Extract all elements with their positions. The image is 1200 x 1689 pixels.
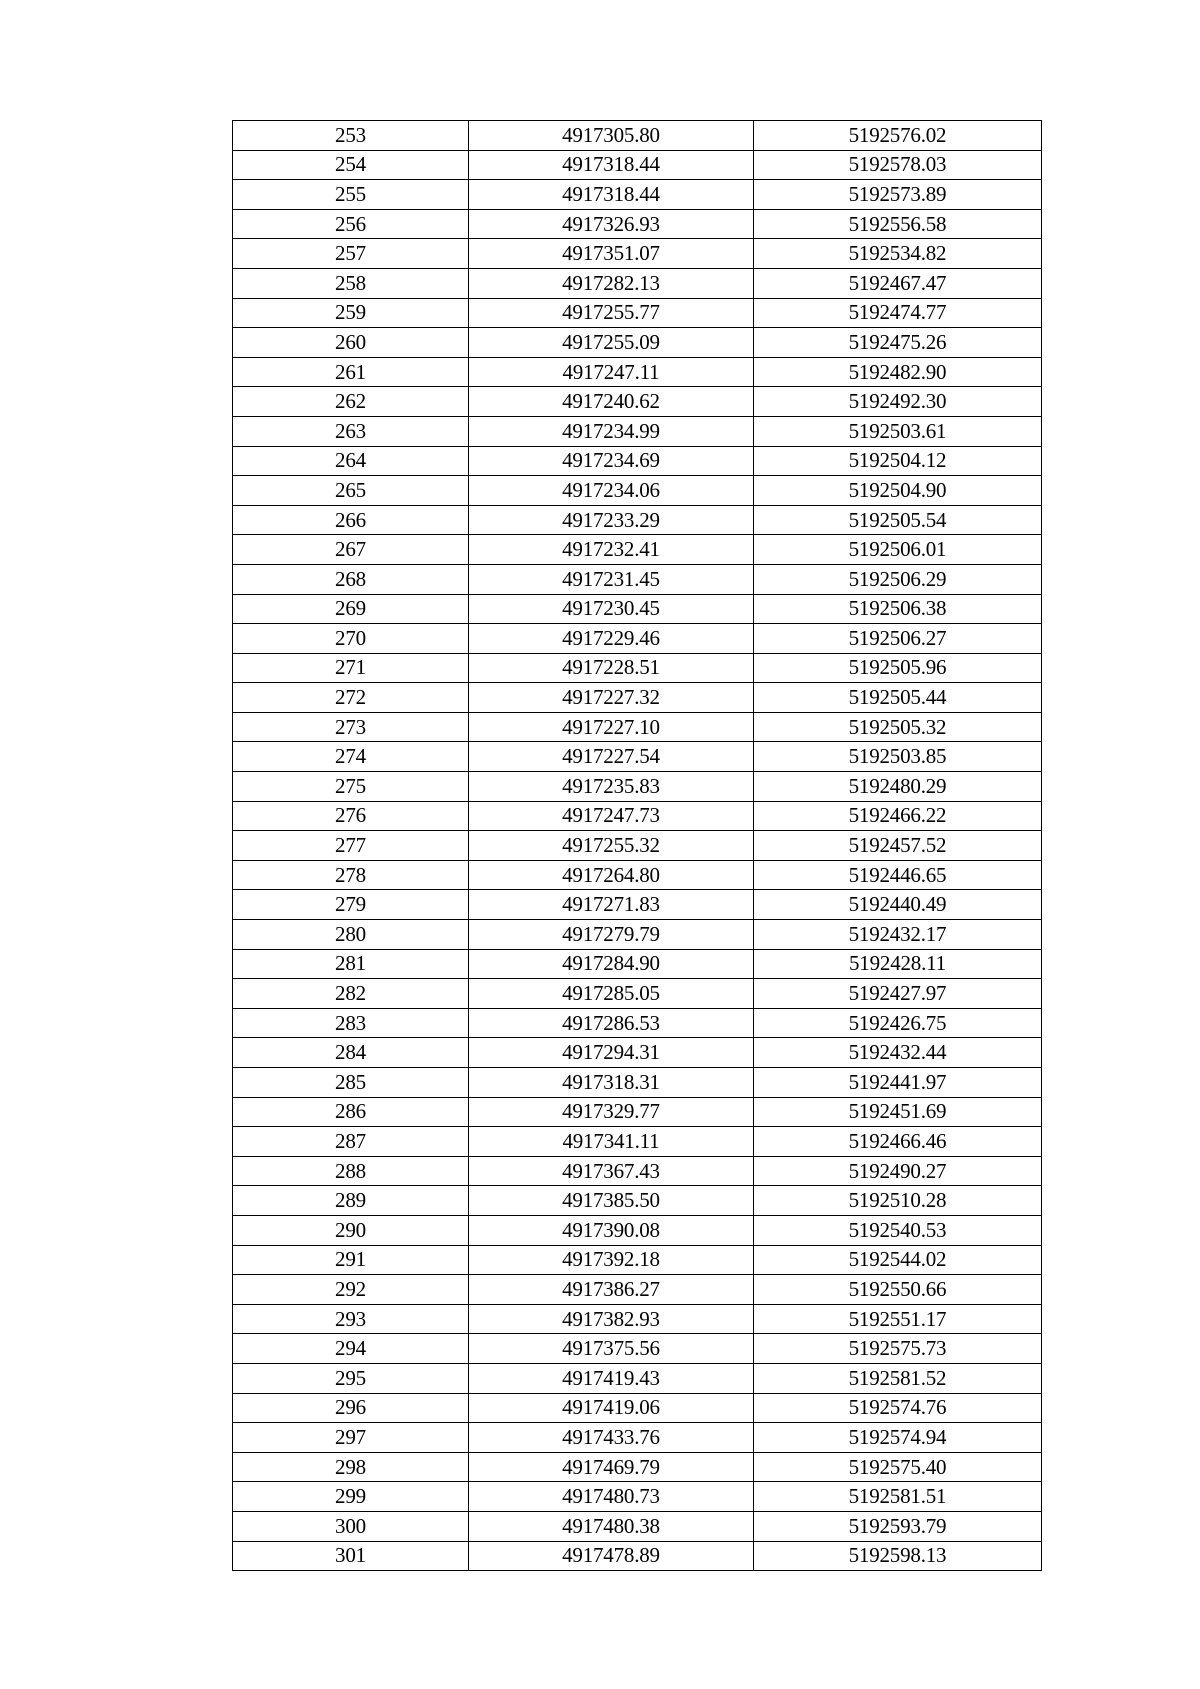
y-coordinate-cell: 5192475.26 [754,328,1042,358]
point-number-cell: 280 [233,920,469,950]
x-coordinate-cell: 4917478.89 [469,1541,754,1571]
point-number-cell: 296 [233,1393,469,1423]
y-coordinate-cell: 5192578.03 [754,150,1042,180]
x-coordinate-cell: 4917433.76 [469,1423,754,1453]
point-number-cell: 261 [233,357,469,387]
x-coordinate-cell: 4917318.44 [469,180,754,210]
y-coordinate-cell: 5192506.27 [754,624,1042,654]
table-row [233,1541,1042,1571]
y-coordinate-cell: 5192466.22 [754,801,1042,831]
point-number-cell: 262 [233,387,469,417]
table-row [233,1038,1042,1068]
y-coordinate-cell: 5192505.54 [754,505,1042,535]
x-coordinate-cell: 4917255.09 [469,328,754,358]
point-number-cell: 268 [233,564,469,594]
y-coordinate-cell: 5192503.61 [754,416,1042,446]
point-number-cell: 276 [233,801,469,831]
y-coordinate-cell: 5192492.30 [754,387,1042,417]
point-number-cell: 288 [233,1156,469,1186]
point-number-cell: 297 [233,1423,469,1453]
x-coordinate-cell: 4917235.83 [469,772,754,802]
table-row [233,446,1042,476]
point-number-cell: 254 [233,150,469,180]
y-coordinate-cell: 5192550.66 [754,1275,1042,1305]
x-coordinate-cell: 4917294.31 [469,1038,754,1068]
y-coordinate-cell: 5192426.75 [754,1008,1042,1038]
point-number-cell: 275 [233,772,469,802]
x-coordinate-cell: 4917285.05 [469,979,754,1009]
table-row [233,209,1042,239]
x-coordinate-cell: 4917279.79 [469,920,754,950]
x-coordinate-cell: 4917228.51 [469,653,754,683]
table-row [233,239,1042,269]
table-row [233,1275,1042,1305]
y-coordinate-cell: 5192540.53 [754,1215,1042,1245]
x-coordinate-cell: 4917480.38 [469,1511,754,1541]
y-coordinate-cell: 5192446.65 [754,860,1042,890]
coordinates-table [232,120,1042,1571]
table-row [233,505,1042,535]
x-coordinate-cell: 4917284.90 [469,949,754,979]
table-row [233,920,1042,950]
x-coordinate-cell: 4917375.56 [469,1334,754,1364]
x-coordinate-cell: 4917386.27 [469,1275,754,1305]
x-coordinate-cell: 4917247.73 [469,801,754,831]
x-coordinate-cell: 4917264.80 [469,860,754,890]
y-coordinate-cell: 5192574.76 [754,1393,1042,1423]
y-coordinate-cell: 5192480.29 [754,772,1042,802]
point-number-cell: 266 [233,505,469,535]
x-coordinate-cell: 4917227.54 [469,742,754,772]
table-row [233,742,1042,772]
y-coordinate-cell: 5192432.44 [754,1038,1042,1068]
table-row [233,860,1042,890]
point-number-cell: 270 [233,624,469,654]
x-coordinate-cell: 4917234.69 [469,446,754,476]
point-number-cell: 290 [233,1215,469,1245]
x-coordinate-cell: 4917282.13 [469,268,754,298]
table-row [233,831,1042,861]
point-number-cell: 257 [233,239,469,269]
point-number-cell: 271 [233,653,469,683]
x-coordinate-cell: 4917234.06 [469,476,754,506]
x-coordinate-cell: 4917234.99 [469,416,754,446]
table-row [233,1482,1042,1512]
point-number-cell: 278 [233,860,469,890]
point-number-cell: 255 [233,180,469,210]
y-coordinate-cell: 5192551.17 [754,1304,1042,1334]
point-number-cell: 291 [233,1245,469,1275]
x-coordinate-cell: 4917233.29 [469,505,754,535]
point-number-cell: 295 [233,1363,469,1393]
point-number-cell: 300 [233,1511,469,1541]
x-coordinate-cell: 4917419.43 [469,1363,754,1393]
table-row [233,564,1042,594]
point-number-cell: 277 [233,831,469,861]
table-row [233,1186,1042,1216]
x-coordinate-cell: 4917229.46 [469,624,754,654]
y-coordinate-cell: 5192505.32 [754,712,1042,742]
table-row [233,328,1042,358]
point-number-cell: 281 [233,949,469,979]
table-row [233,801,1042,831]
y-coordinate-cell: 5192457.52 [754,831,1042,861]
table-row [233,180,1042,210]
x-coordinate-cell: 4917247.11 [469,357,754,387]
point-number-cell: 256 [233,209,469,239]
point-number-cell: 265 [233,476,469,506]
coordinates-table-body [233,121,1042,1571]
point-number-cell: 287 [233,1127,469,1157]
table-row [233,1097,1042,1127]
y-coordinate-cell: 5192506.38 [754,594,1042,624]
x-coordinate-cell: 4917469.79 [469,1452,754,1482]
x-coordinate-cell: 4917240.62 [469,387,754,417]
table-row [233,683,1042,713]
y-coordinate-cell: 5192581.51 [754,1482,1042,1512]
y-coordinate-cell: 5192451.69 [754,1097,1042,1127]
y-coordinate-cell: 5192466.46 [754,1127,1042,1157]
x-coordinate-cell: 4917480.73 [469,1482,754,1512]
point-number-cell: 299 [233,1482,469,1512]
y-coordinate-cell: 5192441.97 [754,1068,1042,1098]
y-coordinate-cell: 5192506.01 [754,535,1042,565]
point-number-cell: 282 [233,979,469,1009]
x-coordinate-cell: 4917286.53 [469,1008,754,1038]
point-number-cell: 285 [233,1068,469,1098]
point-number-cell: 274 [233,742,469,772]
point-number-cell: 293 [233,1304,469,1334]
table-row [233,1215,1042,1245]
table-row [233,712,1042,742]
y-coordinate-cell: 5192534.82 [754,239,1042,269]
point-number-cell: 267 [233,535,469,565]
y-coordinate-cell: 5192544.02 [754,1245,1042,1275]
x-coordinate-cell: 4917305.80 [469,121,754,151]
y-coordinate-cell: 5192503.85 [754,742,1042,772]
table-row [233,1363,1042,1393]
point-number-cell: 284 [233,1038,469,1068]
table-row [233,624,1042,654]
x-coordinate-cell: 4917367.43 [469,1156,754,1186]
point-number-cell: 273 [233,712,469,742]
x-coordinate-cell: 4917318.44 [469,150,754,180]
y-coordinate-cell: 5192575.73 [754,1334,1042,1364]
table-row [233,1127,1042,1157]
y-coordinate-cell: 5192432.17 [754,920,1042,950]
point-number-cell: 269 [233,594,469,624]
table-row [233,1423,1042,1453]
y-coordinate-cell: 5192593.79 [754,1511,1042,1541]
x-coordinate-cell: 4917390.08 [469,1215,754,1245]
x-coordinate-cell: 4917231.45 [469,564,754,594]
x-coordinate-cell: 4917318.31 [469,1068,754,1098]
x-coordinate-cell: 4917385.50 [469,1186,754,1216]
table-row [233,949,1042,979]
point-number-cell: 289 [233,1186,469,1216]
point-number-cell: 283 [233,1008,469,1038]
y-coordinate-cell: 5192556.58 [754,209,1042,239]
point-number-cell: 260 [233,328,469,358]
point-number-cell: 258 [233,268,469,298]
x-coordinate-cell: 4917382.93 [469,1304,754,1334]
x-coordinate-cell: 4917392.18 [469,1245,754,1275]
x-coordinate-cell: 4917326.93 [469,209,754,239]
table-row [233,298,1042,328]
y-coordinate-cell: 5192575.40 [754,1452,1042,1482]
point-number-cell: 292 [233,1275,469,1305]
point-number-cell: 298 [233,1452,469,1482]
x-coordinate-cell: 4917255.32 [469,831,754,861]
y-coordinate-cell: 5192573.89 [754,180,1042,210]
y-coordinate-cell: 5192576.02 [754,121,1042,151]
table-row [233,1393,1042,1423]
x-coordinate-cell: 4917351.07 [469,239,754,269]
table-row [233,150,1042,180]
x-coordinate-cell: 4917341.11 [469,1127,754,1157]
point-number-cell: 286 [233,1097,469,1127]
table-row [233,1334,1042,1364]
point-number-cell: 263 [233,416,469,446]
point-number-cell: 301 [233,1541,469,1571]
table-row [233,1008,1042,1038]
table-row [233,268,1042,298]
point-number-cell: 272 [233,683,469,713]
y-coordinate-cell: 5192474.77 [754,298,1042,328]
point-number-cell: 264 [233,446,469,476]
y-coordinate-cell: 5192490.27 [754,1156,1042,1186]
table-row [233,1156,1042,1186]
y-coordinate-cell: 5192504.90 [754,476,1042,506]
table-row [233,357,1042,387]
y-coordinate-cell: 5192574.94 [754,1423,1042,1453]
y-coordinate-cell: 5192506.29 [754,564,1042,594]
table-row [233,979,1042,1009]
table-row [233,1245,1042,1275]
table-row [233,1068,1042,1098]
y-coordinate-cell: 5192505.96 [754,653,1042,683]
table-row [233,535,1042,565]
y-coordinate-cell: 5192510.28 [754,1186,1042,1216]
x-coordinate-cell: 4917230.45 [469,594,754,624]
point-number-cell: 294 [233,1334,469,1364]
table-row [233,1304,1042,1334]
y-coordinate-cell: 5192598.13 [754,1541,1042,1571]
table-row [233,772,1042,802]
table-row [233,653,1042,683]
x-coordinate-cell: 4917227.32 [469,683,754,713]
table-row [233,416,1042,446]
x-coordinate-cell: 4917255.77 [469,298,754,328]
y-coordinate-cell: 5192428.11 [754,949,1042,979]
point-number-cell: 253 [233,121,469,151]
x-coordinate-cell: 4917329.77 [469,1097,754,1127]
x-coordinate-cell: 4917227.10 [469,712,754,742]
y-coordinate-cell: 5192504.12 [754,446,1042,476]
y-coordinate-cell: 5192440.49 [754,890,1042,920]
point-number-cell: 259 [233,298,469,328]
y-coordinate-cell: 5192427.97 [754,979,1042,1009]
point-number-cell: 279 [233,890,469,920]
y-coordinate-cell: 5192581.52 [754,1363,1042,1393]
y-coordinate-cell: 5192482.90 [754,357,1042,387]
table-row [233,121,1042,151]
x-coordinate-cell: 4917419.06 [469,1393,754,1423]
x-coordinate-cell: 4917271.83 [469,890,754,920]
table-row [233,476,1042,506]
y-coordinate-cell: 5192505.44 [754,683,1042,713]
table-row [233,387,1042,417]
table-row [233,1511,1042,1541]
table-row [233,890,1042,920]
y-coordinate-cell: 5192467.47 [754,268,1042,298]
table-row [233,594,1042,624]
x-coordinate-cell: 4917232.41 [469,535,754,565]
table-row [233,1452,1042,1482]
